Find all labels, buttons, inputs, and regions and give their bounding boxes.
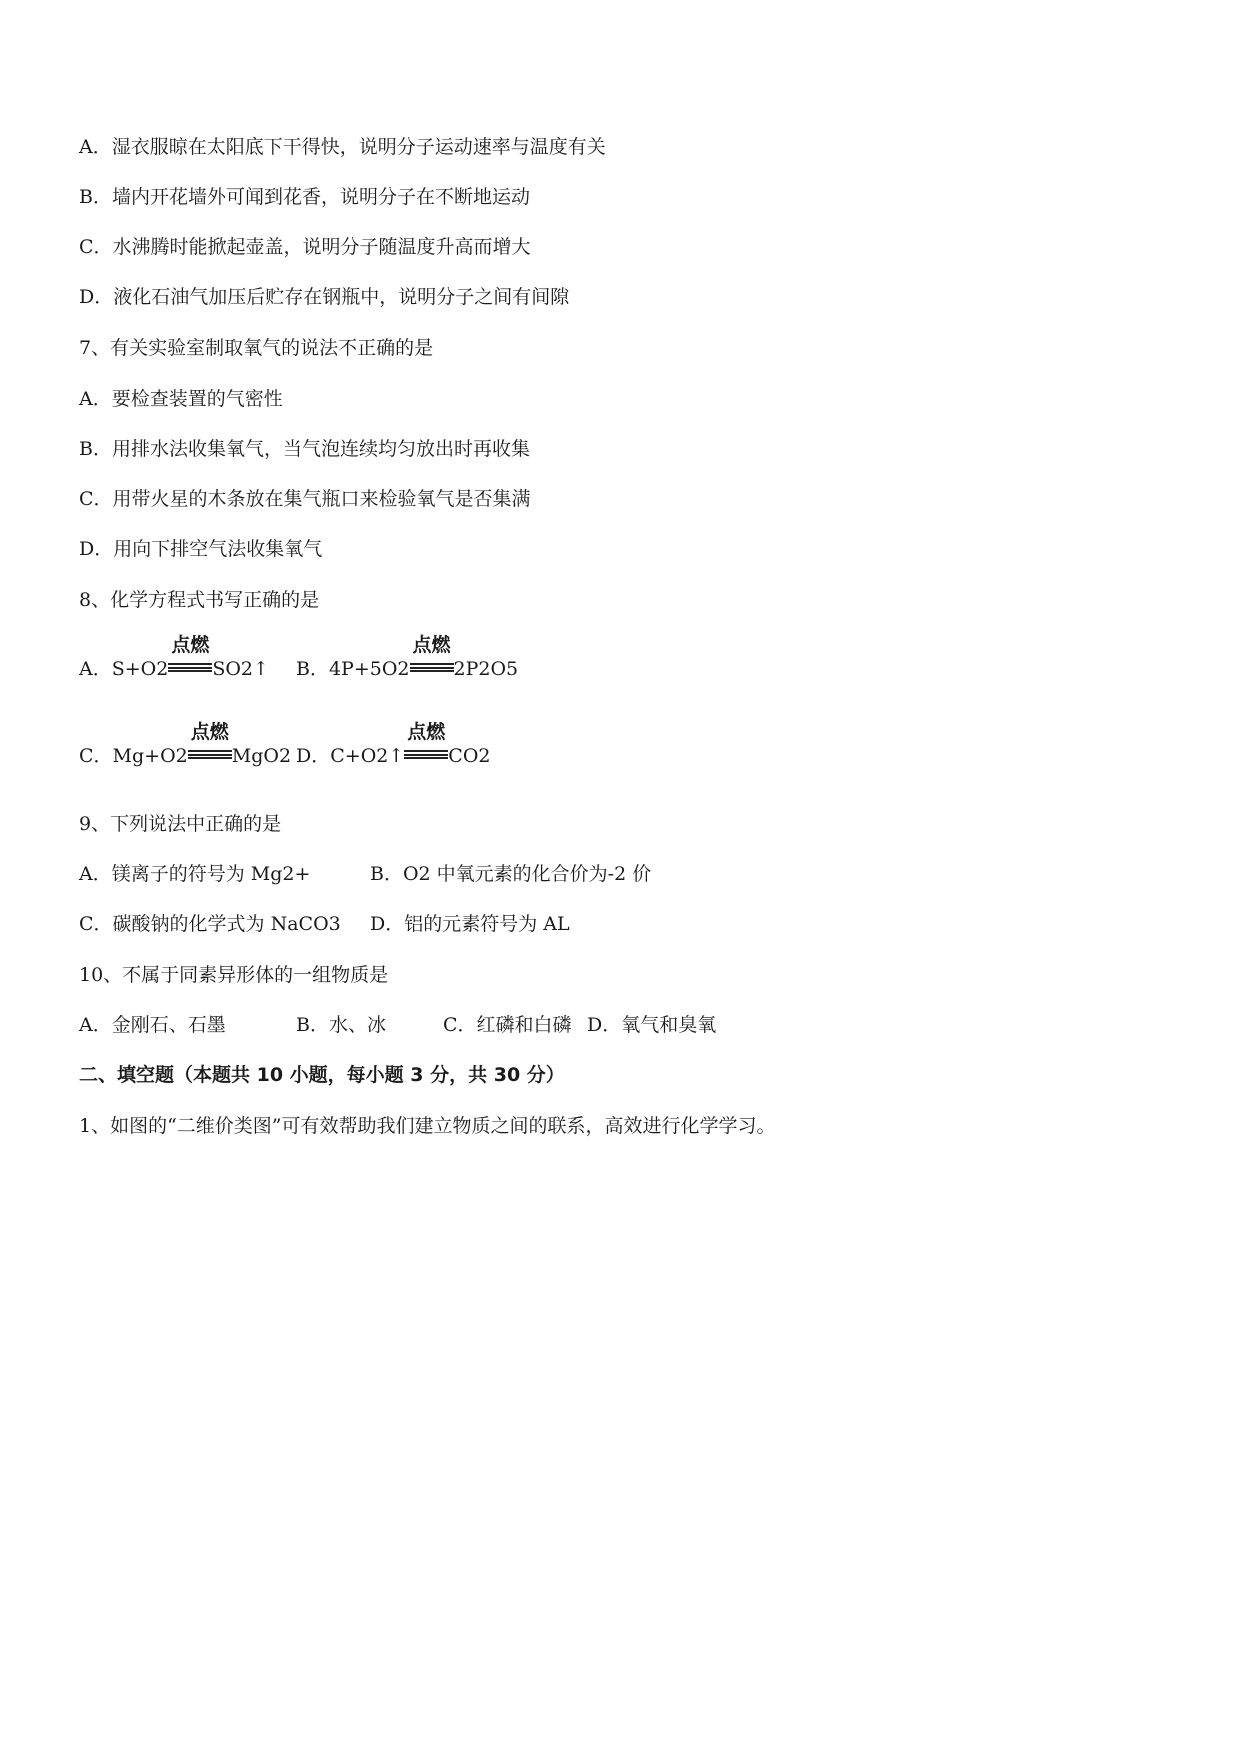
q8-d-products: CO2 bbox=[448, 745, 491, 767]
q7-option-b: B．用排水法收集氧气，当气泡连续均匀放出时再收集 bbox=[79, 438, 530, 460]
q9-option-d: D．铝的元素符号为 AL bbox=[370, 913, 570, 935]
q10-option-b: B．水、冰 bbox=[296, 1014, 386, 1036]
q8-option-a bbox=[79, 634, 269, 680]
reaction-arrow bbox=[410, 634, 454, 679]
q10-option-a: A．金刚石、石墨 bbox=[79, 1014, 226, 1036]
q7-option-d: D．用向下排空气法收集氧气 bbox=[79, 538, 323, 560]
q8-b-products: 2P2O5 bbox=[453, 658, 519, 680]
q9-option-c: C．碳酸钠的化学式为 NaCO3 bbox=[79, 913, 341, 935]
q8-a-reactants: A．S+O2 bbox=[79, 658, 169, 680]
q8-b-reactants: B．4P+5O2 bbox=[296, 658, 410, 680]
reaction-condition: 点燃 bbox=[171, 634, 210, 656]
q6-option-d: D．液化石油气加压后贮存在钢瓶中，说明分子之间有间隙 bbox=[79, 286, 570, 308]
q8-a-products: SO2↑ bbox=[212, 658, 269, 680]
q7-stem: 7、有关实验室制取氧气的说法不正确的是 bbox=[79, 337, 434, 359]
q7-option-c: C．用带火星的木条放在集气瓶口来检验氧气是否集满 bbox=[79, 488, 531, 510]
reaction-arrow bbox=[404, 721, 448, 766]
section-heading: 二、填空题（本题共 10 小题，每小题 3 分，共 30 分） bbox=[79, 1064, 565, 1086]
q8-c-products: MgO2 bbox=[231, 745, 292, 767]
reaction-condition: 点燃 bbox=[412, 634, 451, 656]
q6-option-b: B．墙内开花墙外可闻到花香，说明分子在不断地运动 bbox=[79, 186, 530, 208]
q6-option-c: C．水沸腾时能掀起壶盖，说明分子随温度升高而增大 bbox=[79, 236, 531, 258]
q6-option-a: A．湿衣服晾在太阳底下干得快，说明分子运动速率与温度有关 bbox=[79, 136, 606, 158]
reaction-condition: 点燃 bbox=[190, 721, 229, 743]
q10-option-c: C．红磷和白磷 bbox=[443, 1014, 572, 1036]
q8-option-c bbox=[79, 721, 292, 767]
q10-option-d: D．氧气和臭氧 bbox=[587, 1014, 717, 1036]
reaction-arrow bbox=[168, 634, 212, 679]
q9-stem: 9、下列说法中正确的是 bbox=[79, 813, 282, 835]
equals-sign-icon bbox=[410, 663, 454, 672]
reaction-arrow bbox=[188, 721, 232, 766]
equals-sign-icon bbox=[188, 750, 232, 759]
q7-option-a: A．要检查装置的气密性 bbox=[79, 388, 283, 410]
q10-stem: 10、不属于同素异形体的一组物质是 bbox=[79, 964, 389, 986]
q9-option-b: B．O2 中氧元素的化合价为-2 价 bbox=[370, 863, 652, 885]
q8-c-reactants: C．Mg+O2 bbox=[79, 745, 188, 767]
q8-option-d bbox=[296, 721, 491, 767]
q8-d-reactants: D．C+O2↑ bbox=[296, 745, 405, 767]
s2-question-1: 1、如图的“二维价类图”可有效帮助我们建立物质之间的联系，高效进行化学学习。 bbox=[79, 1115, 776, 1137]
reaction-condition: 点燃 bbox=[407, 721, 446, 743]
equals-sign-icon bbox=[404, 750, 448, 759]
equals-sign-icon bbox=[168, 663, 212, 672]
q8-option-b bbox=[296, 634, 519, 680]
q8-stem: 8、化学方程式书写正确的是 bbox=[79, 589, 320, 611]
q9-option-a: A．镁离子的符号为 Mg2+ bbox=[79, 863, 311, 885]
